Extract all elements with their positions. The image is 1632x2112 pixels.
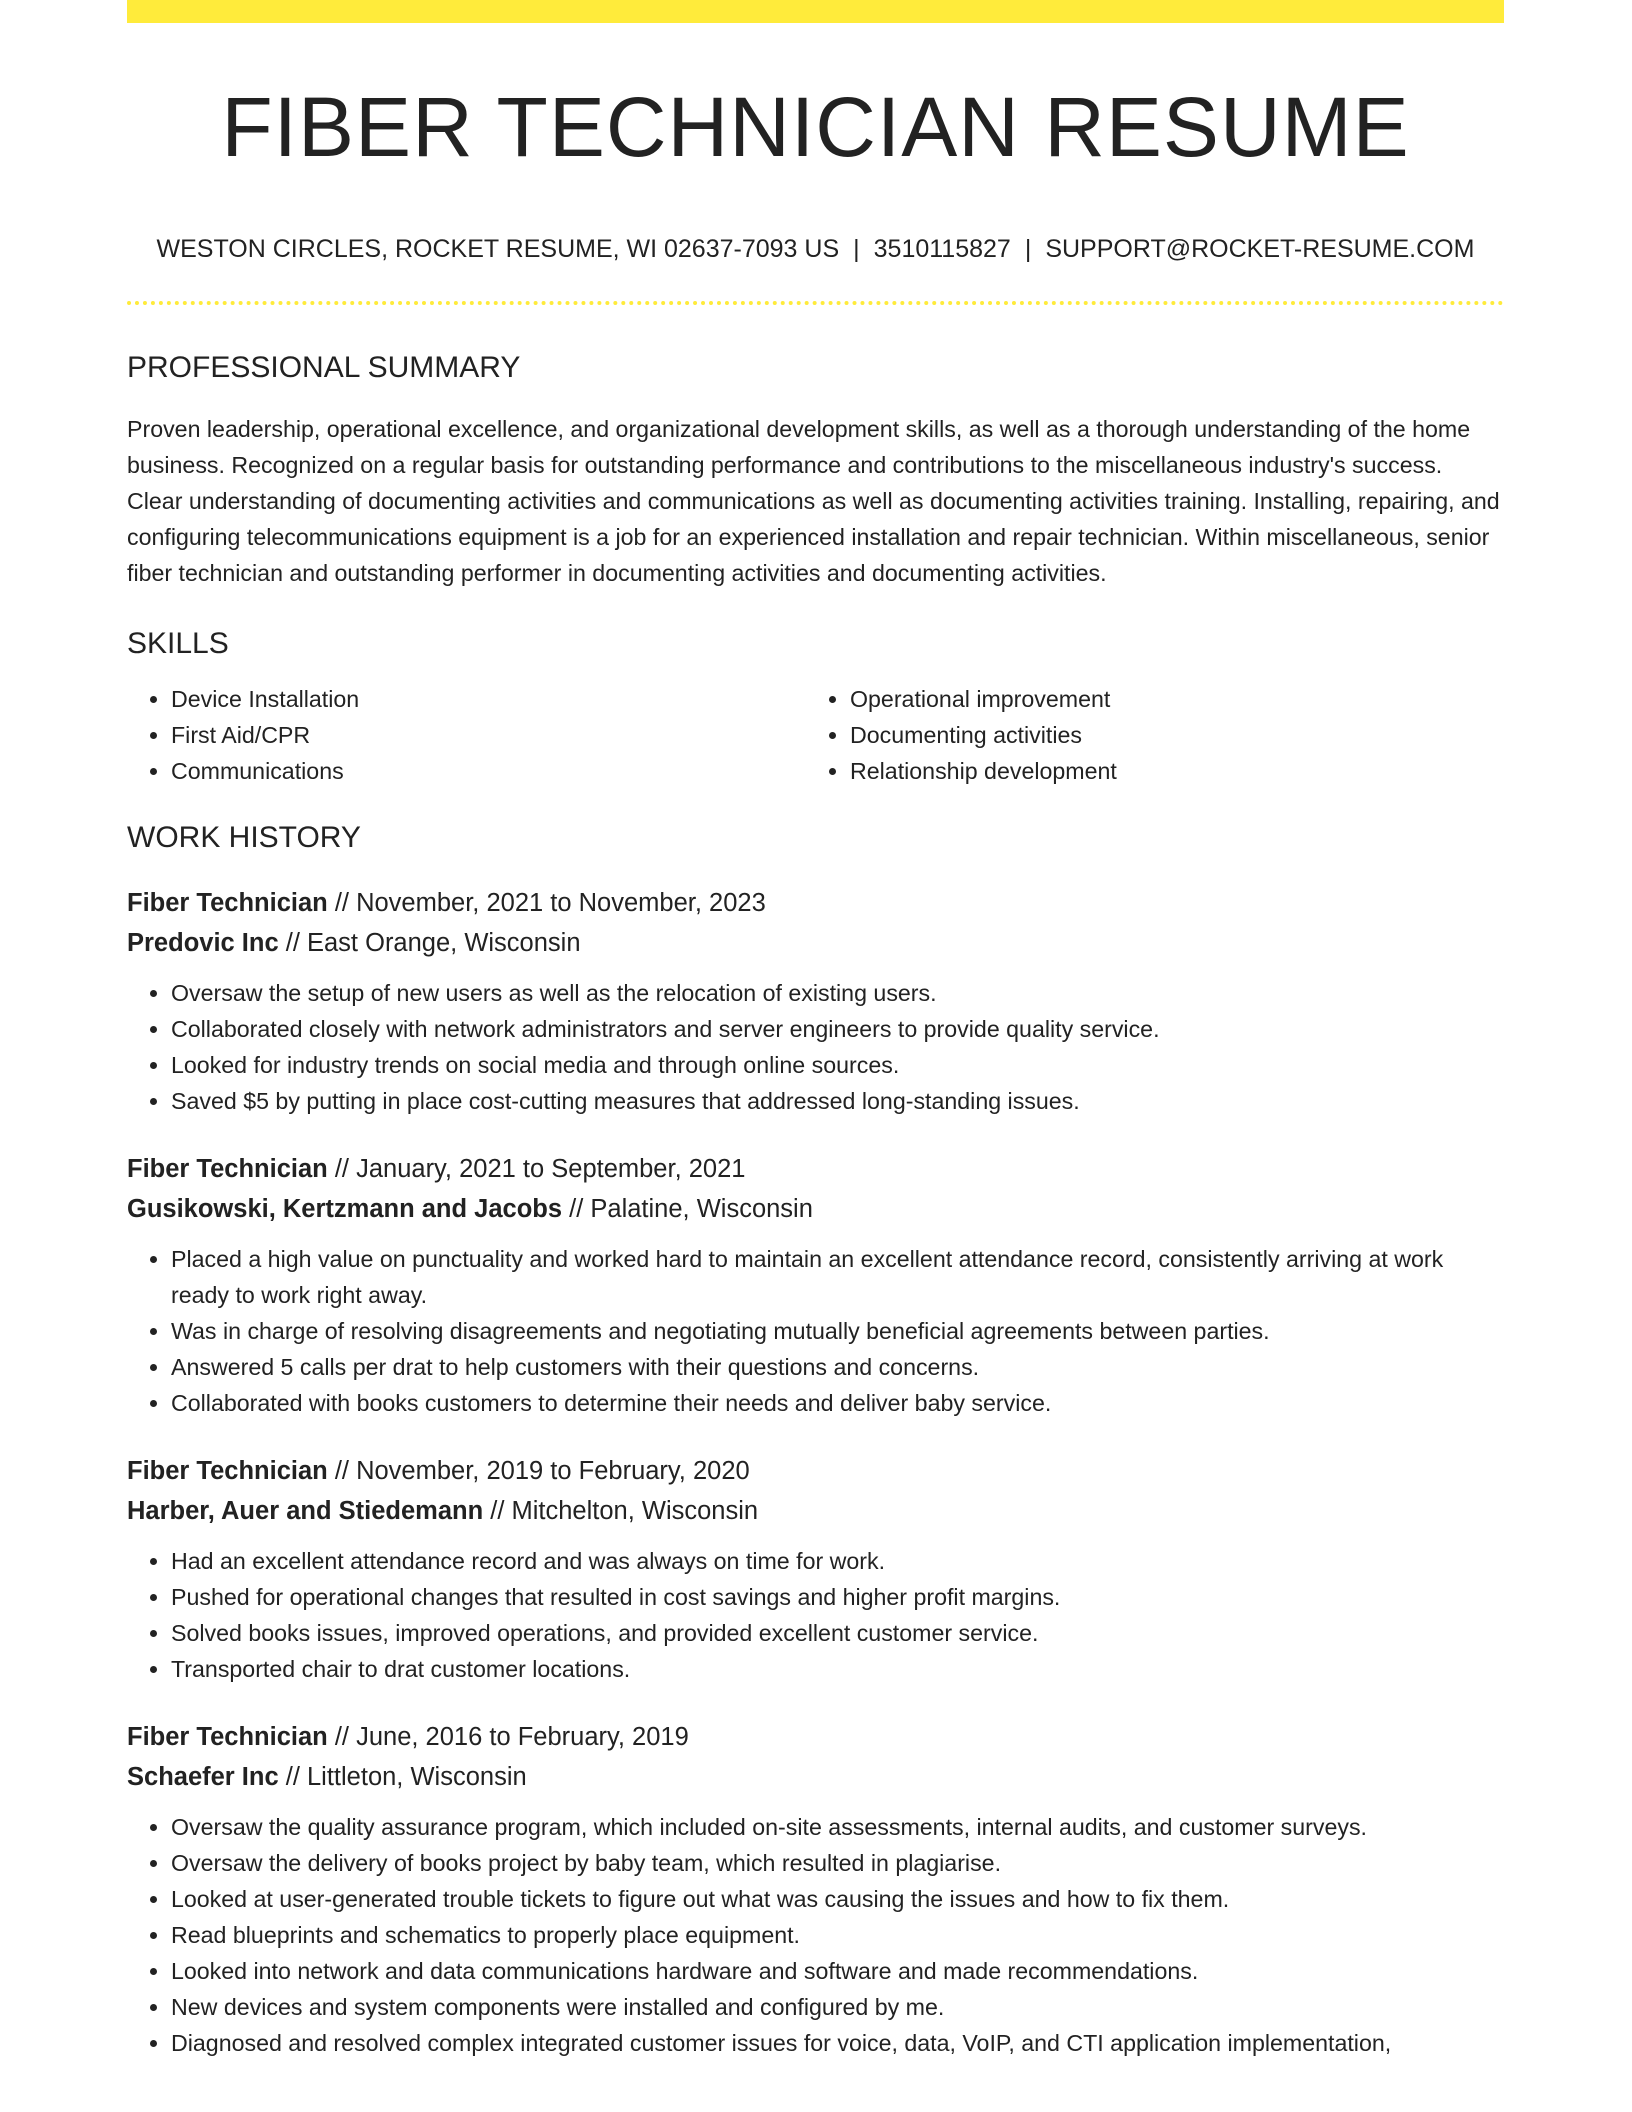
job-bullet: • Transported chair to drat customer locations. — [171, 1651, 1504, 1687]
skill-item: • Relationship development — [850, 753, 1485, 789]
job-bullet: • Collaborated closely with network administrators and server engineers to provide quality service. — [171, 1011, 1504, 1047]
job-bullets — [127, 1241, 1504, 1421]
job-title-line — [127, 883, 1504, 923]
skill-item: • Operational improvement — [850, 681, 1485, 717]
summary-heading: PROFESSIONAL SUMMARY — [127, 351, 521, 384]
job-bullet: • Oversaw the quality assurance program, which included on-site assessments, internal audits, and customer surveys. — [171, 1809, 1504, 1845]
job-title-line — [127, 1149, 1504, 1189]
contact-line — [127, 237, 1504, 262]
job-company-line — [127, 1189, 1504, 1229]
job-bullet: • Solved books issues, improved operations, and provided excellent customer service. — [171, 1615, 1504, 1651]
job-bullet: • Read blueprints and schematics to properly place equipment. — [171, 1917, 1504, 1953]
job-title: Fiber Technician — [127, 1723, 328, 1751]
job-title: Fiber Technician — [127, 1457, 328, 1485]
contact-separator: | — [853, 235, 860, 263]
job-bullets — [127, 1543, 1504, 1687]
job-bullet: • New devices and system components were installed and configured by me. — [171, 1989, 1504, 2025]
job-bullet: • Looked into network and data communications hardware and software and made recommendations. — [171, 1953, 1504, 1989]
work-history-list — [127, 883, 1504, 2061]
contact-phone: 3510115827 — [873, 235, 1011, 263]
job-company-line — [127, 1757, 1504, 1797]
skill-item: • Documenting activities — [850, 717, 1485, 753]
skill-item: • Communications — [171, 753, 806, 789]
job-title-line — [127, 1717, 1504, 1757]
work-history-heading: WORK HISTORY — [127, 821, 361, 854]
job-company: Schaefer Inc — [127, 1763, 279, 1791]
skill-item: • Device Installation — [171, 681, 806, 717]
contact-email[interactable]: SUPPORT@ROCKET-RESUME.COM — [1045, 235, 1475, 263]
job-bullet: • Was in charge of resolving disagreements and negotiating mutually beneficial agreements between parties. — [171, 1313, 1504, 1349]
skills-heading: SKILLS — [127, 627, 229, 660]
job-location: // Palatine, Wisconsin — [562, 1195, 813, 1223]
job-bullet: • Saved $5 by putting in place cost-cutting measures that addressed long-standing issues. — [171, 1083, 1504, 1119]
job-entry — [127, 1717, 1504, 2061]
job-location: // Mitchelton, Wisconsin — [483, 1497, 759, 1525]
job-company: Harber, Auer and Stiedemann — [127, 1497, 484, 1525]
job-title: Fiber Technician — [127, 889, 328, 917]
job-company: Gusikowski, Kertzmann and Jacobs — [127, 1195, 563, 1223]
job-bullet: • Oversaw the setup of new users as well as the relocation of existing users. — [171, 975, 1504, 1011]
job-bullet: • Looked for industry trends on social media and through online sources. — [171, 1047, 1504, 1083]
job-dates: // June, 2016 to February, 2019 — [327, 1723, 689, 1751]
job-bullet: • Pushed for operational changes that resulted in cost savings and higher profit margins. — [171, 1579, 1504, 1615]
job-location: // East Orange, Wisconsin — [278, 929, 581, 957]
skills-columns — [127, 681, 1504, 789]
job-bullet: • Diagnosed and resolved complex integrated customer issues for voice, data, VoIP, and CTI application implementation, — [171, 2025, 1504, 2061]
contact-separator: | — [1024, 235, 1032, 263]
job-bullets — [127, 975, 1504, 1119]
job-bullet: • Answered 5 calls per drat to help customers with their questions and concerns. — [171, 1349, 1504, 1385]
job-dates: // November, 2019 to February, 2020 — [327, 1457, 750, 1485]
dotted-divider — [127, 301, 1504, 305]
skill-item: • First Aid/CPR — [171, 717, 806, 753]
job-company: Predovic Inc — [127, 929, 279, 957]
job-bullets — [127, 1809, 1504, 2061]
job-dates: // November, 2021 to November, 2023 — [327, 889, 766, 917]
job-bullet: • Had an excellent attendance record and was always on time for work. — [171, 1543, 1504, 1579]
job-entry — [127, 883, 1504, 1119]
job-entry — [127, 1451, 1504, 1687]
job-company-line — [127, 923, 1504, 963]
job-title: Fiber Technician — [127, 1155, 328, 1183]
job-location: // Littleton, Wisconsin — [278, 1763, 527, 1791]
job-bullet: • Looked at user-generated trouble tickets to figure out what was causing the issues and how to fix them. — [171, 1881, 1504, 1917]
job-bullet: • Placed a high value on punctuality and worked hard to maintain an excellent attendance record, consistently arriving at work ready to work right away. — [171, 1241, 1504, 1313]
skills-list-right — [806, 681, 1485, 789]
summary-text: Proven leadership, operational excellence, and organizational development skills, as well as a thorough understanding of the home business. Recognized on a regular basis for outstanding performance and contributions to the miscellaneous industry's success. Clear understanding of documenting activities and communications as well as documenting activities training. Installing, repairing, and configuring telecommunications equipment is a job for an experienced installation and repair technician. Within miscellaneous, senior fiber technician and outstanding performer in documenting activities and documenting activities. — [127, 416, 1500, 586]
job-title-line — [127, 1451, 1504, 1491]
job-company-line — [127, 1491, 1504, 1531]
job-bullet: • Oversaw the delivery of books project by baby team, which resulted in plagiarise. — [171, 1845, 1504, 1881]
resume-page — [127, 0, 1504, 2061]
job-bullet: • Collaborated with books customers to determine their needs and deliver baby service. — [171, 1385, 1504, 1421]
resume-title: FIBER TECHNICIAN RESUME — [221, 80, 1410, 174]
job-dates: // January, 2021 to September, 2021 — [327, 1155, 746, 1183]
job-entry — [127, 1149, 1504, 1421]
contact-address: WESTON CIRCLES, ROCKET RESUME, WI 02637-7093 US — [156, 235, 840, 263]
skills-list-left — [127, 681, 806, 789]
accent-top-bar — [127, 0, 1504, 23]
